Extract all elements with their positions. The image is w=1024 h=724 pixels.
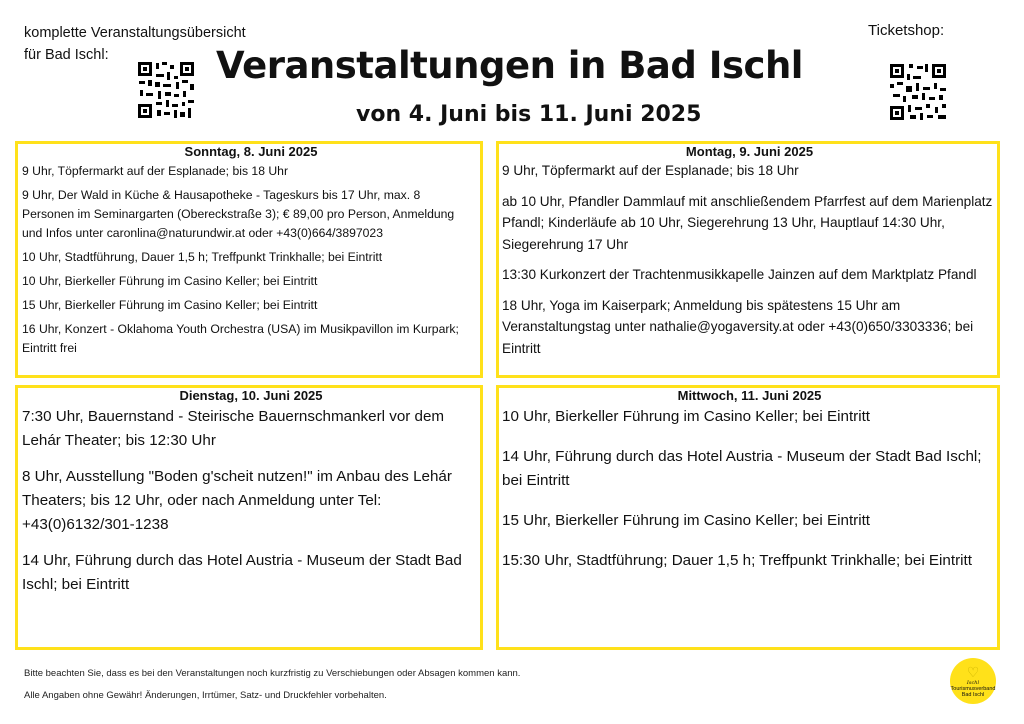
- day-heading: Dienstag, 10. Juni 2025: [179, 388, 323, 403]
- event-entry: 10 Uhr, Bierkeller Führung im Casino Keller; bei Eintritt: [22, 274, 318, 288]
- event-entry: 14 Uhr, Führung durch das Hotel Austria - Museum der Stadt Bad Ischl; bei Eintritt: [22, 552, 462, 593]
- event-entry: 15 Uhr, Bierkeller Führung im Casino Keller; bei Eintritt: [22, 298, 318, 312]
- logo-line-1: Tourismusverband: [950, 686, 996, 692]
- footer-note-disclaimer: Alle Angaben ohne Gewähr! Änderungen, Irrtümer, Satz- und Druckfehler vorbehalten.: [24, 690, 387, 701]
- day-heading: Montag, 9. Juni 2025: [685, 144, 814, 159]
- event-entry: ab 10 Uhr, Pfandler Dammlauf mit anschließendem Pfarrfest auf dem Marienplatz Pfandl; Kinderläufe ab 10 Uhr, Siegerehrung 13 Uhr, Hauptlauf 14:30 Uhr, Siegerehrung 17 Uhr: [502, 193, 993, 252]
- qr-code-ticketshop[interactable]: [888, 62, 948, 122]
- qr-code-overview[interactable]: [136, 60, 196, 120]
- day-heading: Sonntag, 8. Juni 2025: [184, 144, 318, 159]
- event-entry: 10 Uhr, Stadtführung, Dauer 1,5 h; Treffpunkt Trinkhalle; bei Eintritt: [22, 250, 383, 264]
- page-title-text: Veranstaltungen in Bad Ischl: [216, 44, 803, 87]
- logo-line-2: Bad Ischl: [961, 692, 985, 698]
- heart-icon: ♡: [966, 664, 980, 680]
- day-box-tuesday: [15, 385, 483, 650]
- day-box-sunday: [15, 141, 483, 378]
- day-box-monday: [496, 141, 1000, 378]
- event-entry: 16 Uhr, Konzert - Oklahoma Youth Orchestra (USA) im Musikpavillon im Kurpark; Eintritt frei: [22, 322, 459, 355]
- event-entry: 15:30 Uhr, Stadtführung; Dauer 1,5 h; Treffpunkt Trinkhalle; bei Eintritt: [502, 552, 972, 569]
- event-entry: 9 Uhr, Töpfermarkt auf der Esplanade; bis 18 Uhr: [22, 164, 289, 178]
- event-entry: 8 Uhr, Ausstellung "Boden g'scheit nutzen!" im Anbau des Lehár Theaters; bis 12 Uhr, oder nach Anmeldung unter Tel: +43(0)6132/301-1238: [22, 468, 452, 533]
- event-entry: 9 Uhr, Töpfermarkt auf der Esplanade; bis 18 Uhr: [502, 163, 799, 178]
- overview-line-2: für Bad Ischl:: [24, 47, 109, 63]
- ticketshop-label: Ticketshop:: [868, 22, 945, 39]
- event-entry: 10 Uhr, Bierkeller Führung im Casino Keller; bei Eintritt: [502, 408, 871, 425]
- day-heading: Mittwoch, 11. Juni 2025: [677, 388, 822, 403]
- day-box-wednesday: [496, 385, 1000, 650]
- footer-note-changes: Bitte beachten Sie, dass es bei den Veranstaltungen noch kurzfristig zu Verschiebungen oder Absagen kommen kann.: [24, 668, 521, 679]
- event-entry: 9 Uhr, Der Wald in Küche & Hausapotheke - Tageskurs bis 17 Uhr, max. 8 Personen im Seminargarten (Obereckstraße 3); € 89,00 pro Person, Anmeldung und Infos unter caronlina@naturundwir.at oder +43(0)664/3897023: [22, 188, 455, 240]
- event-entry: 13:30 Kurkonzert der Trachtenmusikkapelle Jainzen auf dem Marktplatz Pfandl: [502, 267, 977, 282]
- logo-script: Ischl: [966, 680, 980, 686]
- overview-note: [24, 22, 246, 66]
- event-entry: 7:30 Uhr, Bauernstand - Steirische Bauernschmankerl vor dem Lehár Theater; bis 12:30 Uhr: [22, 408, 445, 449]
- event-entry: 14 Uhr, Führung durch das Hotel Austria - Museum der Stadt Bad Ischl; bei Eintritt: [502, 448, 982, 489]
- event-entry: 15 Uhr, Bierkeller Führung im Casino Keller; bei Eintritt: [502, 512, 871, 529]
- overview-line-1: komplette Veranstaltungsübersicht: [24, 25, 246, 41]
- event-entry: 18 Uhr, Yoga im Kaiserpark; Anmeldung bis spätestens 15 Uhr am Veranstaltungstag unter nathalie@yogaversity.at oder +43(0)650/3303336; bei Eintritt: [502, 297, 974, 356]
- date-range-subtitle: von 4. Juni bis 11. Juni 2025: [356, 102, 702, 127]
- tourism-association-logo[interactable]: [950, 658, 996, 704]
